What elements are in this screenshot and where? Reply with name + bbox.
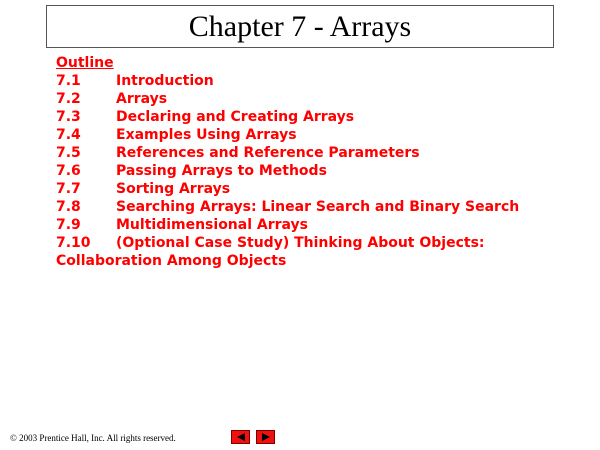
outline-item bbox=[56, 72, 556, 90]
outline-item-text: (Optional Case Study) Thinking About Objects: bbox=[116, 235, 485, 251]
outline-item-text: Introduction bbox=[116, 73, 214, 89]
outline-item bbox=[56, 180, 556, 198]
outline-item-text: References and Reference Parameters bbox=[116, 145, 420, 161]
copyright-footer: © 2003 Prentice Hall, Inc. All rights reserved. bbox=[10, 433, 176, 443]
left-arrow-icon bbox=[237, 433, 245, 441]
outline-item-number: 7.4 bbox=[56, 127, 81, 143]
outline-item bbox=[56, 126, 556, 144]
outline-item-number: 7.1 bbox=[56, 73, 81, 89]
outline-item bbox=[56, 90, 556, 108]
outline-item-number: 7.3 bbox=[56, 109, 81, 125]
outline-item bbox=[56, 144, 556, 162]
outline-item-text: Sorting Arrays bbox=[116, 181, 231, 197]
outline-section bbox=[56, 54, 556, 270]
slide-title: Chapter 7 - Arrays bbox=[188, 9, 412, 43]
outline-item bbox=[56, 198, 556, 216]
outline-item bbox=[56, 162, 556, 180]
outline-item-number: 7.7 bbox=[56, 181, 81, 197]
outline-item-number: 7.10 bbox=[56, 235, 91, 251]
outline-header: Outline bbox=[56, 55, 114, 71]
slide-title-box bbox=[46, 5, 554, 48]
outline-item-text: Arrays bbox=[116, 91, 168, 107]
outline-item-number: 7.9 bbox=[56, 217, 81, 233]
next-slide-button[interactable] bbox=[256, 430, 275, 444]
outline-item-text: Declaring and Creating Arrays bbox=[116, 109, 355, 125]
outline-item-number: 7.8 bbox=[56, 199, 81, 215]
outline-item-text: Examples Using Arrays bbox=[116, 127, 297, 143]
outline-item-continuation: Collaboration Among Objects bbox=[56, 253, 287, 269]
outline-item-text: Searching Arrays: Linear Search and Binary Search bbox=[116, 199, 520, 215]
right-arrow-icon bbox=[262, 433, 270, 441]
outline-item-text: Passing Arrays to Methods bbox=[116, 163, 327, 179]
outline-item bbox=[56, 216, 556, 234]
outline-item bbox=[56, 234, 556, 252]
outline-item-number: 7.6 bbox=[56, 163, 81, 179]
outline-item-text: Multidimensional Arrays bbox=[116, 217, 309, 233]
outline-item-number: 7.2 bbox=[56, 91, 81, 107]
outline-item bbox=[56, 108, 556, 126]
outline-item-number: 7.5 bbox=[56, 145, 81, 161]
previous-slide-button[interactable] bbox=[231, 430, 250, 444]
